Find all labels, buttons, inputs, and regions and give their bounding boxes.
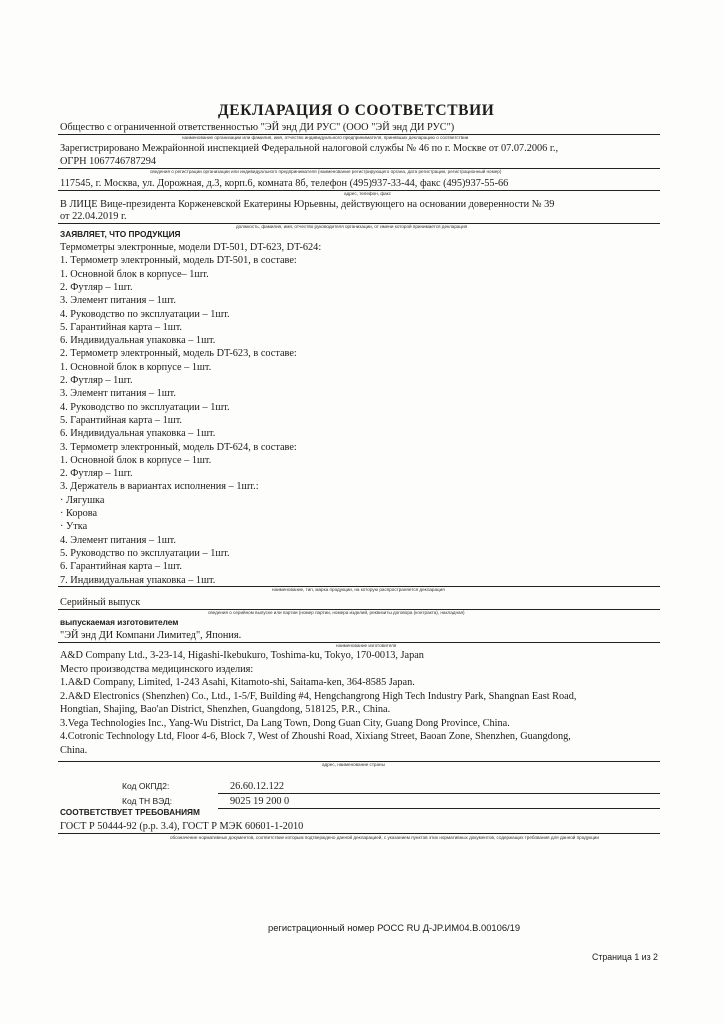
manufacturer-line: 3.Vega Technologies Inc., Yang-Wu District, Da Lang Town, Dong Guan City, Guang Dong Province, China. [60,717,510,729]
document-title: ДЕКЛАРАЦИЯ О СООТВЕТСТВИИ [218,102,495,119]
serial-release: Серийный выпуск [60,597,141,608]
product-line: 5. Руководство по эксплуатации – 1шт. [60,547,230,559]
product-line: 2. Термометр электронный, модель DT-623, в составе: [60,348,297,360]
registration-number: регистрационный номер РОСС RU Д-JP.ИМ04.В.00106/19 [268,922,521,933]
product-line: 1. Основной блок в корпусе – 1шт. [60,361,212,373]
requirements-heading: СООТВЕТСТВУЕТ ТРЕБОВАНИЯМ [60,807,200,817]
underline [218,793,660,794]
product-line: 1. Термометр электронный, модель DT-501, в составе: [60,255,297,267]
product-line: 5. Гарантийная карта – 1шт. [60,321,183,333]
standards-caption: обозначение нормативных документов, соответствие которым подтверждено данной декларацией, с указанием пунктов этих нормативных документов, содержащих требования для данной продукции [170,835,599,840]
product-line: 4. Руководство по эксплуатации – 1шт. [60,401,230,413]
product-line: 2. Футляр – 1шт. [60,281,133,293]
product-line: 2. Футляр – 1шт. [60,468,133,480]
representative-line-1: В ЛИЦЕ Вице-президента Корженевской Екатерины Юрьевны, действующего на основании доверенности № 39 [60,199,555,210]
representative-line-2: от 22.04.2019 г. [60,211,127,222]
product-line: 7. Индивидуальная упаковка – 1шт. [60,574,216,586]
product-line: 5. Гарантийная карта – 1шт. [60,414,183,426]
product-line: 6. Индивидуальная упаковка – 1шт. [60,335,216,347]
product-line: 6. Индивидуальная упаковка – 1шт. [60,428,216,440]
underline [218,808,660,809]
okpd2-label: Код ОКПД2: [122,781,170,791]
product-caption: наименование, тип, марка продукции, на которую распространяется декларация [272,587,445,592]
address-country-caption: адрес, наименование страны [322,762,385,767]
registration-line-2: ОГРН 1067746787294 [60,156,157,167]
product-line: 1. Основной блок в корпусе– 1шт. [60,268,209,280]
manufacturer-line: Hongtian, Shajing, Bao'an District, Shenzhen, Guangdong, 518125, P.R., China. [60,704,391,715]
representative-caption: должность, фамилия, имя, отчество руководителя организации, от имени которой принимается декларация [236,224,468,229]
applicant-name: Общество с ограниченной ответственностью "ЭЙ энд ДИ РУС" (ООО "ЭЙ энд ДИ РУС") [60,122,455,133]
product-line: 3. Элемент питания – 1шт. [60,295,176,307]
manufacturer-line: A&D Company Ltd., 3-23-14, Higashi-Ikebukuro, Toshima-ku, Tokyo, 170-0013, Japan [60,650,424,661]
applicant-caption: наименование организации или фамилия, имя, отчество индивидуального предпринимателя, принявших декларацию о соответствии [182,135,469,140]
product-line: 4. Элемент питания – 1шт. [60,534,176,546]
address-caption: адрес, телефон, факс [344,191,392,196]
product-line: 4. Руководство по эксплуатации – 1шт. [60,308,230,320]
product-line: Термометры электронные, модели DT-501, DT-623, DT-624: [60,242,322,253]
product-line: 3. Термометр электронный, модель DT-624, в составе: [60,441,297,453]
tnved-label: Код ТН ВЭД: [122,796,173,806]
registration-caption: сведения о регистрации организации или индивидуального предпринимателя (наименование регистрирующего органа, дата регистрации, регистрационный номер) [150,169,502,174]
okpd2-value: 26.60.12.122 [230,781,285,792]
tnved-value: 9025 19 200 0 [230,796,290,807]
underline [58,833,660,834]
serial-caption: сведения о серийном выпуске или партии (номер партии, номера изделий, реквизиты договора (контракта), накладная) [208,610,465,615]
page-number: Страница 1 из 2 [592,952,658,962]
product-line: · Корова [60,508,98,519]
product-line: · Утка [60,521,88,533]
product-line: 1. Основной блок в корпусе – 1шт. [60,454,212,466]
manufacturer-line: 2.A&D Electronics (Shenzhen) Co., Ltd., 1-5/F, Building #4, Hengchangrong High Tech Industry Park, Shangnan East Road, [60,690,577,702]
product-line: 6. Гарантийная карта – 1шт. [60,561,183,573]
applicant-address: 117545, г. Москва, ул. Дорожная, д.3, корп.6, комната 8б, телефон (495)937-33-44, факс (495)937-55-66 [60,178,509,189]
product-line: · Лягушка [60,494,105,506]
manufacturer-caption: наименование изготовителя [336,643,397,648]
standards: ГОСТ Р 50444-92 (р.р. 3.4), ГОСТ Р МЭК 60601-1-2010 [60,821,304,832]
product-line: 3. Элемент питания – 1шт. [60,388,176,400]
product-line: 2. Футляр – 1шт. [60,375,133,386]
manufacturer-line: Место производства медицинского изделия: [60,663,254,675]
manufacturer-line: 1.A&D Company, Limited, 1-243 Asahi, Kitamoto-shi, Saitama-ken, 364-8585 Japan. [60,677,415,688]
manufacturer-line: China. [60,744,88,756]
product-line: 3. Держатель в вариантах исполнения – 1шт.: [60,481,259,493]
declares-heading: ЗАЯВЛЯЕТ, ЧТО ПРОДУКЦИЯ [60,229,181,239]
manufacturer-heading: выпускаемая изготовителем [60,617,179,627]
manufacturer-line: 4.Cotronic Technology Ltd, Floor 4-6, Block 7, West of Zhoushi Road, Xixiang Street, Baoan Zone, Shenzhen, Guangdong, [60,731,571,742]
registration-line-1: Зарегистрировано Межрайонной инспекцией Федеральной налоговой службы № 46 по г. Москве от 07.07.2006 г., [60,143,559,154]
manufacturer-name: "ЭЙ энд ДИ Компани Лимитед", Япония. [60,630,242,641]
